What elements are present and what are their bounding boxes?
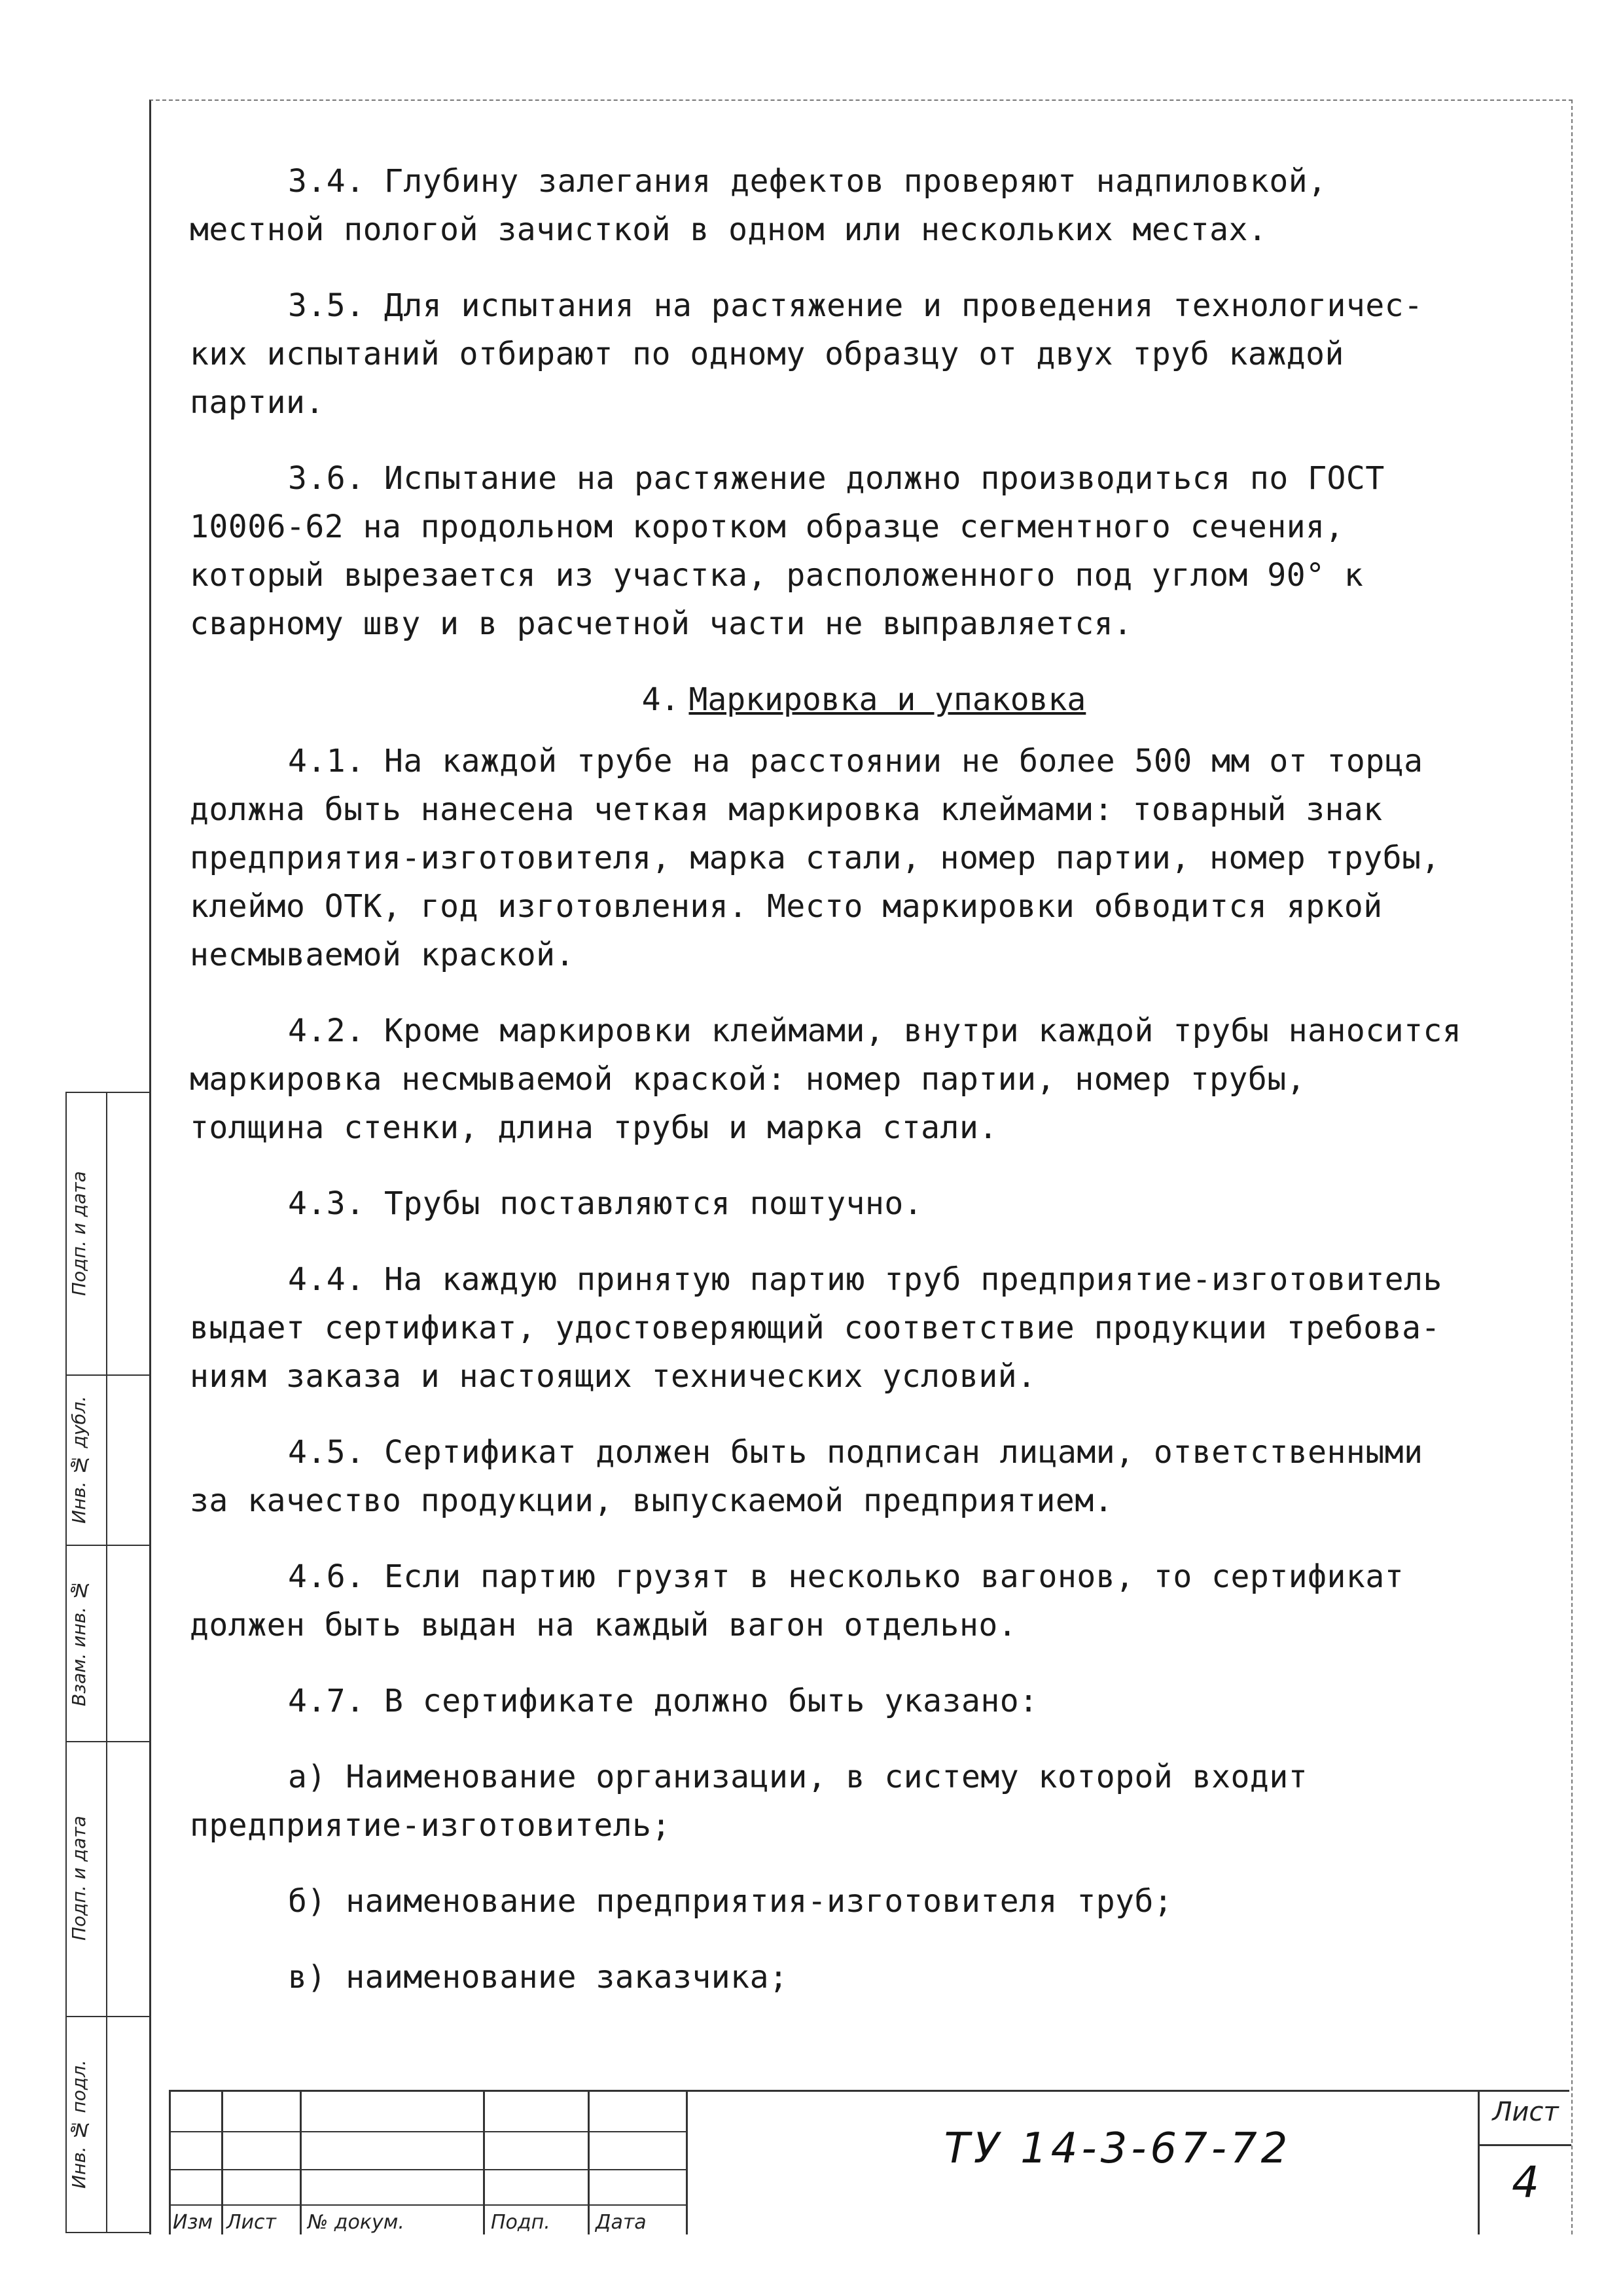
- side-label-duplicate-no: Инв. № дубл.: [68, 1395, 90, 1524]
- paragraph-3-6: 3.6. Испытание на растяжение должно производиться по ГОСТ 10006-62 на продольном коротком образце сегментного сечения, который вырезается из участка, расположенного под углом 90° к сварному шву и в расчетной части не выправляется.: [190, 460, 1385, 642]
- sheet-label: Лист: [1492, 2097, 1559, 2127]
- grid-line: [686, 2092, 688, 2234]
- paragraph-3-4: 3.4. Глубину залегания дефектов проверяют надпиловкой, местной пологой зачисткой в одном или нескольких местах.: [190, 163, 1327, 248]
- grid-line: [221, 2092, 223, 2234]
- paragraph-4-3: 4.3. Трубы поставляются поштучно.: [288, 1185, 923, 1222]
- side-label-replacement-no: Взам. инв. №: [68, 1579, 90, 1706]
- column-label-sheet: Лист: [226, 2211, 277, 2234]
- sheet-divider: [1480, 2144, 1571, 2146]
- column-label-signature: Подп.: [491, 2211, 550, 2234]
- section-heading: [190, 675, 1538, 724]
- grid-line: [169, 2169, 686, 2170]
- grid-line: [483, 2092, 485, 2234]
- grid-line: [169, 2204, 686, 2206]
- sheet-number: 4: [1512, 2157, 1539, 2208]
- side-stamp: [65, 1092, 149, 2233]
- column-label-doc-no: № докум.: [308, 2211, 404, 2234]
- grid-line: [588, 2092, 590, 2234]
- list-item-b: б) наименование предприятия-изготовителя труб;: [288, 1883, 1173, 1920]
- paragraph-4-7: 4.7. В сертификате должно быть указано:: [288, 1683, 1039, 1719]
- list-item-a: а) Наименование организации, в систему которой входит предприятие-изготовитель;: [190, 1759, 1308, 1844]
- list-item-c: в) наименование заказчика;: [288, 1959, 789, 1996]
- grid-line: [300, 2092, 302, 2234]
- paragraph-4-2: 4.2. Кроме маркировки клеймами, внутри каждой трубы наносится маркировка несмываемой краской: номер партии, номер трубы, толщина стенки, длина трубы и марка стали.: [190, 1013, 1462, 1146]
- document-body: [190, 157, 1538, 2029]
- section-title: Маркировка и упаковка: [688, 681, 1086, 718]
- document-number: ТУ 14-3-67-72: [944, 2125, 1292, 2173]
- side-label-sign-date: Подп. и дата: [68, 1816, 90, 1941]
- side-label-original-no: Инв. № подл.: [68, 2059, 90, 2189]
- paragraph-4-4: 4.4. На каждую принятую партию труб предприятие-изготовитель выдает сертификат, удостоверяющий соответствие продукции требова- ниям заказа и настоящих технических условий.: [190, 1261, 1442, 1395]
- grid-line: [169, 2092, 171, 2234]
- grid-line: [169, 2131, 686, 2132]
- paragraph-3-5: 3.5. Для испытания на растяжение и проведения технологичес- ких испытаний отбирают по одному образцу от двух труб каждой партии.: [190, 287, 1423, 421]
- side-label-sign-date-upper: Подп. и дата: [68, 1171, 90, 1297]
- column-label-date: Дата: [596, 2211, 647, 2234]
- section-number: 4.: [641, 681, 680, 718]
- paragraph-4-1: 4.1. На каждой трубе на расстоянии не более 500 мм от торца должна быть нанесена четкая маркировка клеймами: товарный знак предприятия-изготовителя, марка стали, номер партии, номер трубы, клеймо ОТК, год изготовления. Место маркировки обводится яркой несмываемой краской.: [190, 743, 1440, 973]
- paragraph-4-5: 4.5. Сертификат должен быть подписан лицами, ответственными за качество продукции, выпускаемой предприятием.: [190, 1434, 1423, 1519]
- revision-grid: [169, 2092, 686, 2234]
- sheet-box: [1478, 2092, 1571, 2234]
- title-block: [169, 2090, 1569, 2234]
- column-label-change: Изм: [173, 2211, 213, 2234]
- paragraph-4-6: 4.6. Если партию грузят в несколько вагонов, то сертификат должен быть выдан на каждый вагон отдельно.: [190, 1558, 1404, 1643]
